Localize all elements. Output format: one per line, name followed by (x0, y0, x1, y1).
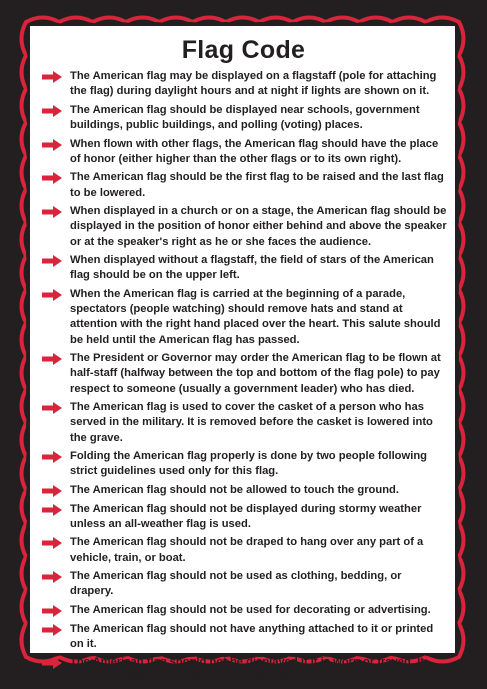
rule-item (42, 170, 447, 200)
rule-text: The American flag should not have anything attached to it or printed on it. (70, 622, 434, 650)
red-arrow-icon (42, 289, 62, 301)
rule-item (42, 483, 447, 498)
rule-item (42, 622, 447, 652)
rule-item (42, 449, 447, 479)
rule-text: When displayed without a flagstaff, the field of stars of the American flag should be on the upper left. (70, 254, 434, 282)
rule-text: The American flag is used to cover the casket of a person who has served in the military. It is removed before the casket is lowered into the grave. (70, 401, 433, 444)
red-arrow-icon (42, 657, 62, 669)
red-arrow-icon (42, 206, 62, 218)
rule-text: The American flag should not be displayed during stormy weather unless an all-weather flag is used. (70, 502, 422, 530)
rule-item (42, 103, 447, 133)
rule-text: The American flag should not be allowed to touch the ground. (70, 483, 399, 496)
rule-item (42, 655, 447, 685)
red-arrow-icon (42, 605, 62, 617)
rule-item (42, 351, 447, 397)
rule-item (42, 569, 447, 599)
red-arrow-icon (42, 71, 62, 83)
rule-item (42, 535, 447, 565)
red-arrow-icon (42, 402, 62, 414)
red-arrow-icon (42, 451, 62, 463)
rule-text: The American flag should not be draped to hang over any part of a vehicle, train, or boat. (70, 536, 424, 564)
red-arrow-icon (42, 537, 62, 549)
rule-item (42, 69, 447, 99)
red-arrow-icon (42, 571, 62, 583)
red-arrow-icon (42, 504, 62, 516)
red-arrow-icon (42, 255, 62, 267)
rule-text: Folding the American flag properly is done by two people following strict guidelines used only for this flag. (70, 450, 427, 478)
rule-text: The American flag may be displayed on a flagstaff (pole for attaching the flag) during daylight hours and at night if lights are shown on it. (70, 70, 437, 98)
rule-text: The President or Governor may order the American flag to be flown at half-staff (halfway between the top and bottom of the flag pole) to pay respect to someone (usually a government leader) who has died. (70, 352, 441, 395)
rule-text: The American flag should not be used as clothing, bedding, or drapery. (70, 570, 402, 598)
red-arrow-icon (42, 105, 62, 117)
rule-text: When displayed in a church or on a stage, the American flag should be displayed in the position of honor either behind and above the speaker or at the speaker's right as he or she faces the audience. (70, 205, 447, 248)
red-arrow-icon (42, 139, 62, 151)
rule-text: The American flag should not be displayed if it is worn or frayed. It should be disposed of in a respectful manner. (70, 656, 424, 684)
rule-item (42, 400, 447, 446)
red-arrow-icon (42, 353, 62, 365)
red-arrow-icon (42, 624, 62, 636)
rule-text: The American flag should not be used for decorating or advertising. (70, 603, 431, 616)
rule-list (42, 69, 447, 689)
rule-text: The American flag should be the first flag to be raised and the last flag to be lowered. (70, 171, 444, 199)
rule-item (42, 502, 447, 532)
red-arrow-icon (42, 172, 62, 184)
rule-item (42, 204, 447, 250)
rule-item (42, 137, 447, 167)
rule-text: When flown with other flags, the American flag should have the place of honor (either higher than the other flags or to its own right). (70, 137, 439, 165)
rule-item (42, 603, 447, 618)
rule-text: When the American flag is carried at the beginning of a parade, spectators (people watching) should remove hats and stand at attention with the right hand placed over the heart. This salute should be held until the American flag has passed. (70, 287, 441, 346)
rule-item (42, 287, 447, 348)
rule-item (42, 253, 447, 283)
rule-text: The American flag should be displayed near schools, government buildings, public buildings, and polling (voting) places. (70, 103, 420, 131)
page-title: Flag Code (181, 36, 306, 64)
red-arrow-icon (42, 485, 62, 497)
